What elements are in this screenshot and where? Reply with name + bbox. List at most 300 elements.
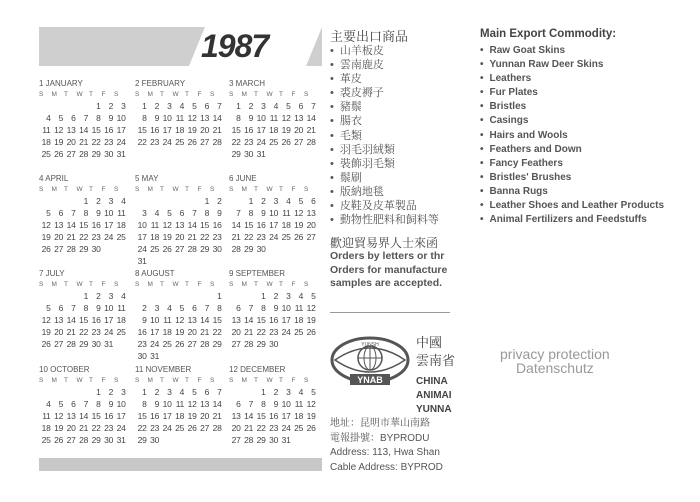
day-cell: 10 bbox=[162, 399, 172, 409]
week-row bbox=[39, 327, 129, 339]
week-row bbox=[135, 196, 225, 208]
day-cell: 29 bbox=[79, 244, 88, 254]
day-cell: 1 bbox=[261, 291, 266, 301]
week-row bbox=[135, 339, 225, 351]
day-cell: 6 bbox=[298, 101, 303, 111]
day-cell: 10 bbox=[162, 113, 172, 123]
day-cell: 7 bbox=[71, 303, 76, 313]
day-cell bbox=[304, 149, 317, 161]
week-row bbox=[39, 208, 129, 220]
month-title: 9 SEPTEMBER bbox=[229, 269, 286, 278]
week-row bbox=[135, 351, 225, 363]
day-cell: 28 bbox=[244, 435, 253, 445]
day-cell: 3 bbox=[108, 196, 113, 206]
day-headers bbox=[135, 186, 225, 196]
day-cell: 29 bbox=[256, 435, 266, 445]
day-cell: 3 bbox=[286, 291, 291, 301]
week-row bbox=[39, 220, 129, 232]
day-cell: 8 bbox=[261, 399, 266, 409]
day-cell: 30 bbox=[244, 149, 253, 159]
day-cell: 20 bbox=[231, 327, 241, 337]
day-cell: 6 bbox=[58, 208, 63, 218]
day-cell: 12 bbox=[175, 315, 184, 325]
day-cell: 23 bbox=[150, 137, 159, 147]
day-cell: 17 bbox=[256, 125, 266, 135]
day-cell: 26 bbox=[41, 244, 51, 254]
day-cell bbox=[39, 101, 52, 113]
day-headers bbox=[39, 91, 129, 101]
day-cell: 19 bbox=[162, 232, 172, 242]
svg-text:YNAB: YNAB bbox=[357, 375, 383, 385]
day-headers bbox=[39, 377, 129, 387]
day-cell: 20 bbox=[200, 411, 209, 421]
day-cell: 24 bbox=[150, 339, 159, 349]
day-cell bbox=[173, 435, 186, 447]
day-cell bbox=[185, 256, 198, 268]
day-cell: 9 bbox=[154, 113, 159, 123]
day-cell: 29 bbox=[137, 435, 147, 445]
day-cell: 12 bbox=[281, 113, 291, 123]
day-cell: 11 bbox=[150, 220, 159, 230]
commodity-item-zh: • 裘皮褥子 bbox=[330, 86, 450, 100]
day-cell: 12 bbox=[187, 399, 197, 409]
day-cell: 20 bbox=[187, 327, 197, 337]
commodity-item-en: • Leather Shoes and Leather Products bbox=[480, 199, 695, 213]
day-cell: 28 bbox=[79, 435, 88, 445]
day-cell: 3 bbox=[108, 291, 113, 301]
day-cell: 24 bbox=[137, 244, 147, 254]
day-cell: 2 bbox=[154, 101, 159, 111]
day-cell bbox=[160, 291, 173, 303]
day-cell: 22 bbox=[256, 423, 266, 433]
commodity-item-en: • Casings bbox=[480, 114, 695, 128]
day-cell: 31 bbox=[256, 149, 266, 159]
day-cell: 23 bbox=[150, 423, 159, 433]
day-cell: 20 bbox=[175, 232, 184, 242]
day-cell bbox=[185, 435, 198, 447]
day-cell: 15 bbox=[256, 315, 266, 325]
day-headers bbox=[135, 377, 225, 387]
day-cell: 22 bbox=[91, 137, 101, 147]
day-cell: 20 bbox=[294, 125, 303, 135]
month-title: 7 JULY bbox=[39, 269, 65, 278]
week-row bbox=[135, 399, 225, 411]
day-header: S bbox=[210, 91, 215, 98]
day-cell: 4 bbox=[121, 196, 126, 206]
day-cell: 27 bbox=[187, 339, 197, 349]
day-cell: 10 bbox=[104, 303, 113, 313]
day-header: S bbox=[114, 186, 119, 193]
day-cell: 6 bbox=[236, 303, 241, 313]
day-headers bbox=[229, 186, 319, 196]
day-cell: 4 bbox=[179, 387, 184, 397]
day-header: F bbox=[101, 281, 106, 288]
day-cell: 28 bbox=[212, 423, 222, 433]
day-header: S bbox=[210, 377, 215, 384]
month-title: 10 OCTOBER bbox=[39, 365, 90, 374]
day-cell: 19 bbox=[54, 137, 63, 147]
day-header: T bbox=[254, 186, 258, 193]
week-row bbox=[229, 411, 319, 423]
day-cell: 16 bbox=[212, 220, 222, 230]
day-header: F bbox=[197, 186, 202, 193]
day-cell: 18 bbox=[281, 220, 291, 230]
day-cell: 17 bbox=[162, 411, 172, 421]
day-cell: 6 bbox=[204, 387, 209, 397]
day-cell: 10 bbox=[281, 303, 291, 313]
day-cell: 23 bbox=[104, 137, 113, 147]
week-row bbox=[135, 291, 225, 303]
week-row bbox=[229, 113, 319, 125]
day-cell: 27 bbox=[200, 423, 209, 433]
week-row bbox=[135, 411, 225, 423]
week-row bbox=[39, 149, 129, 161]
day-cell: 7 bbox=[71, 208, 76, 218]
day-cell: 8 bbox=[261, 303, 266, 313]
commodity-item-zh: • 豬鬃 bbox=[330, 100, 450, 114]
day-header: S bbox=[304, 91, 309, 98]
commodity-title-zh: 主要出口商品 bbox=[330, 29, 409, 44]
day-cell: 25 bbox=[150, 244, 159, 254]
day-cell: 16 bbox=[269, 411, 278, 421]
day-cell bbox=[173, 351, 186, 363]
day-header: M bbox=[51, 186, 57, 193]
day-cell: 31 bbox=[150, 351, 159, 361]
day-header: W bbox=[266, 377, 273, 384]
day-cell: 3 bbox=[121, 101, 126, 111]
day-cell: 24 bbox=[162, 423, 172, 433]
day-cell bbox=[77, 387, 90, 399]
day-header: T bbox=[254, 377, 258, 384]
week-row bbox=[135, 113, 225, 125]
day-cell: 21 bbox=[306, 125, 316, 135]
day-header: T bbox=[185, 186, 189, 193]
day-cell: 19 bbox=[281, 125, 291, 135]
month-block bbox=[39, 269, 129, 351]
day-header: W bbox=[266, 281, 273, 288]
day-cell: 23 bbox=[91, 232, 101, 242]
day-cell: 2 bbox=[108, 101, 113, 111]
day-cell: 8 bbox=[248, 208, 253, 218]
commodity-item-en: • Fur Plates bbox=[480, 86, 695, 100]
year-label: 1987 bbox=[201, 28, 269, 64]
day-header: W bbox=[172, 186, 179, 193]
day-cell: 6 bbox=[179, 208, 184, 218]
day-cell: 10 bbox=[269, 208, 278, 218]
day-cell: 11 bbox=[282, 208, 291, 218]
month-title: 1 JANUARY bbox=[39, 79, 83, 88]
day-header: T bbox=[279, 91, 283, 98]
day-header: W bbox=[172, 377, 179, 384]
week-row bbox=[135, 125, 225, 137]
day-cell: 25 bbox=[294, 423, 303, 433]
day-cell: 1 bbox=[204, 196, 209, 206]
week-row bbox=[135, 208, 225, 220]
day-cell: 30 bbox=[269, 339, 278, 349]
day-cell: 19 bbox=[41, 327, 51, 337]
day-cell bbox=[64, 196, 77, 208]
day-cell: 21 bbox=[66, 327, 76, 337]
day-cell: 23 bbox=[104, 423, 113, 433]
day-cell: 23 bbox=[137, 339, 147, 349]
day-cell: 17 bbox=[162, 125, 172, 135]
day-cell bbox=[198, 435, 211, 447]
day-cell: 9 bbox=[261, 208, 266, 218]
day-cell: 23 bbox=[269, 423, 278, 433]
day-cell: 15 bbox=[137, 411, 147, 421]
day-cell: 31 bbox=[281, 435, 291, 445]
day-headers bbox=[229, 377, 319, 387]
day-cell: 7 bbox=[236, 208, 241, 218]
day-cell: 7 bbox=[204, 303, 209, 313]
day-cell: 7 bbox=[217, 101, 222, 111]
bottom-bar bbox=[39, 458, 322, 471]
day-cell: 22 bbox=[137, 137, 147, 147]
day-cell: 16 bbox=[256, 220, 266, 230]
day-header: T bbox=[160, 91, 164, 98]
day-cell: 29 bbox=[79, 339, 88, 349]
day-cell: 15 bbox=[79, 315, 88, 325]
day-cell: 5 bbox=[46, 303, 51, 313]
day-cell bbox=[148, 291, 161, 303]
day-header: S bbox=[304, 377, 309, 384]
month-title: 4 APRIL bbox=[39, 174, 69, 183]
day-cell: 22 bbox=[231, 137, 241, 147]
month-block bbox=[229, 269, 319, 351]
week-row bbox=[135, 327, 225, 339]
commodity-item-zh: • 皮鞋及皮革製品 bbox=[330, 199, 450, 213]
day-cell: 11 bbox=[163, 315, 172, 325]
day-cell: 22 bbox=[256, 327, 266, 337]
day-cell: 29 bbox=[256, 339, 266, 349]
day-cell: 6 bbox=[58, 303, 63, 313]
day-cell: 1 bbox=[96, 101, 101, 111]
day-cell: 31 bbox=[116, 435, 126, 445]
day-cell: 21 bbox=[79, 137, 88, 147]
day-cell: 14 bbox=[212, 399, 222, 409]
day-cell bbox=[229, 387, 242, 399]
divider bbox=[330, 312, 450, 313]
week-row bbox=[229, 339, 319, 351]
day-cell: 18 bbox=[41, 137, 51, 147]
day-cell: 7 bbox=[217, 387, 222, 397]
day-cell: 11 bbox=[42, 125, 51, 135]
day-cell: 21 bbox=[212, 411, 222, 421]
day-cell: 29 bbox=[212, 339, 222, 349]
week-row bbox=[229, 149, 319, 161]
day-cell: 17 bbox=[281, 315, 291, 325]
day-cell: 29 bbox=[91, 149, 101, 159]
day-cell: 12 bbox=[306, 399, 316, 409]
week-row bbox=[39, 137, 129, 149]
day-cell: 1 bbox=[142, 101, 147, 111]
day-cell: 8 bbox=[96, 113, 101, 123]
day-cell: 31 bbox=[104, 339, 113, 349]
day-cell: 26 bbox=[54, 435, 63, 445]
commodity-list-zh bbox=[330, 44, 450, 227]
day-cell: 26 bbox=[187, 137, 197, 147]
day-cell: 5 bbox=[167, 208, 172, 218]
day-cell: 4 bbox=[298, 387, 303, 397]
day-cell: 13 bbox=[231, 315, 241, 325]
day-cell: 12 bbox=[162, 220, 172, 230]
day-cell: 1 bbox=[236, 101, 241, 111]
day-cell bbox=[148, 196, 161, 208]
week-row bbox=[229, 125, 319, 137]
day-cell bbox=[148, 256, 161, 268]
week-row bbox=[39, 435, 129, 447]
day-header: S bbox=[135, 377, 140, 384]
day-cell: 22 bbox=[91, 423, 101, 433]
day-cell: 6 bbox=[236, 399, 241, 409]
day-cell: 5 bbox=[192, 101, 197, 111]
week-row bbox=[135, 101, 225, 113]
day-cell bbox=[64, 291, 77, 303]
day-cell: 6 bbox=[71, 399, 76, 409]
day-cell: 6 bbox=[71, 113, 76, 123]
day-cell: 8 bbox=[204, 208, 209, 218]
day-cell bbox=[52, 196, 65, 208]
week-row bbox=[135, 303, 225, 315]
month-block bbox=[229, 365, 319, 447]
day-cell bbox=[135, 196, 148, 208]
day-cell: 18 bbox=[162, 327, 172, 337]
day-cell: 27 bbox=[66, 149, 76, 159]
day-cell: 27 bbox=[231, 435, 241, 445]
day-cell: 26 bbox=[187, 423, 197, 433]
day-cell: 26 bbox=[41, 339, 51, 349]
week-row bbox=[229, 244, 319, 256]
day-cell: 15 bbox=[137, 125, 147, 135]
week-row bbox=[135, 232, 225, 244]
day-cell: 13 bbox=[54, 220, 63, 230]
week-row bbox=[39, 232, 129, 244]
commodity-item-en: • Animal Fertilizers and Feedstuffs bbox=[480, 213, 695, 227]
day-header: S bbox=[114, 91, 119, 98]
day-cell: 25 bbox=[116, 232, 126, 242]
day-cell: 29 bbox=[91, 435, 101, 445]
day-cell bbox=[52, 101, 65, 113]
day-cell bbox=[279, 149, 292, 161]
week-row bbox=[39, 113, 129, 125]
week-row bbox=[229, 315, 319, 327]
day-header: S bbox=[210, 186, 215, 193]
day-cell: 24 bbox=[281, 327, 291, 337]
day-cell: 28 bbox=[306, 137, 316, 147]
day-header: T bbox=[185, 281, 189, 288]
day-cell bbox=[210, 256, 223, 268]
day-cell bbox=[279, 244, 292, 256]
day-header: M bbox=[51, 377, 57, 384]
day-header: T bbox=[185, 91, 189, 98]
day-cell: 12 bbox=[41, 315, 51, 325]
month-title: 12 DECEMBER bbox=[229, 365, 286, 374]
day-cell: 30 bbox=[212, 244, 222, 254]
day-cell bbox=[292, 435, 305, 447]
day-cell: 26 bbox=[294, 232, 303, 242]
day-header: M bbox=[51, 281, 57, 288]
day-cell: 20 bbox=[54, 232, 63, 242]
day-cell: 25 bbox=[175, 423, 184, 433]
day-cell: 10 bbox=[256, 113, 266, 123]
commodity-title-en: Main Export Commodity: bbox=[480, 28, 617, 40]
day-cell: 22 bbox=[137, 423, 147, 433]
day-cell: 16 bbox=[91, 315, 101, 325]
day-cell: 25 bbox=[41, 435, 51, 445]
day-cell: 25 bbox=[294, 327, 303, 337]
day-cell: 9 bbox=[248, 113, 253, 123]
day-cell: 14 bbox=[244, 411, 253, 421]
commodity-item-zh: • 動物性肥料和飼料等 bbox=[330, 213, 450, 227]
day-cell: 2 bbox=[248, 101, 253, 111]
day-cell: 18 bbox=[294, 411, 303, 421]
commodity-item-zh: • 山羊板皮 bbox=[330, 44, 450, 58]
day-cell: 28 bbox=[231, 244, 241, 254]
day-cell: 24 bbox=[116, 423, 126, 433]
day-cell bbox=[160, 351, 173, 363]
day-cell: 2 bbox=[217, 196, 222, 206]
day-cell: 4 bbox=[298, 291, 303, 301]
week-row bbox=[229, 208, 319, 220]
day-cell: 16 bbox=[91, 220, 101, 230]
calendar-panel bbox=[39, 27, 322, 472]
day-cell: 6 bbox=[204, 101, 209, 111]
day-cell: 15 bbox=[91, 411, 101, 421]
day-cell: 16 bbox=[137, 327, 147, 337]
day-cell: 11 bbox=[175, 399, 184, 409]
day-cell: 19 bbox=[187, 125, 197, 135]
day-cell: 15 bbox=[91, 125, 101, 135]
day-cell: 30 bbox=[150, 435, 159, 445]
commodity-item-en: • Banna Rugs bbox=[480, 185, 695, 199]
day-cell: 12 bbox=[54, 125, 63, 135]
week-row bbox=[229, 423, 319, 435]
day-cell: 1 bbox=[83, 291, 88, 301]
day-header: T bbox=[160, 186, 164, 193]
day-cell: 21 bbox=[187, 232, 197, 242]
day-cell: 18 bbox=[175, 411, 184, 421]
day-cell bbox=[160, 256, 173, 268]
day-cell: 4 bbox=[121, 291, 126, 301]
day-cell: 27 bbox=[200, 137, 209, 147]
commodity-item-zh: • 裝飾羽毛類 bbox=[330, 157, 450, 171]
day-cell: 20 bbox=[231, 423, 241, 433]
day-header: W bbox=[76, 91, 83, 98]
day-cell: 11 bbox=[294, 399, 303, 409]
day-header: W bbox=[76, 186, 83, 193]
commodity-item-en: • Yunnan Raw Deer Skins bbox=[480, 58, 695, 72]
day-cell: 17 bbox=[137, 232, 147, 242]
day-header: F bbox=[291, 186, 296, 193]
day-cell: 22 bbox=[79, 232, 88, 242]
day-cell: 21 bbox=[244, 423, 253, 433]
day-cell: 20 bbox=[306, 220, 316, 230]
day-cell: 24 bbox=[104, 232, 113, 242]
day-cell: 29 bbox=[200, 244, 209, 254]
day-header: M bbox=[147, 186, 153, 193]
day-headers bbox=[135, 91, 225, 101]
week-row bbox=[39, 315, 129, 327]
week-row bbox=[39, 244, 129, 256]
day-cell: 11 bbox=[175, 113, 184, 123]
day-cell bbox=[102, 244, 115, 256]
day-header: S bbox=[304, 186, 309, 193]
day-cell: 3 bbox=[167, 387, 172, 397]
day-cell: 22 bbox=[79, 327, 88, 337]
week-row bbox=[39, 399, 129, 411]
day-cell: 10 bbox=[137, 220, 147, 230]
day-cell: 14 bbox=[187, 220, 197, 230]
